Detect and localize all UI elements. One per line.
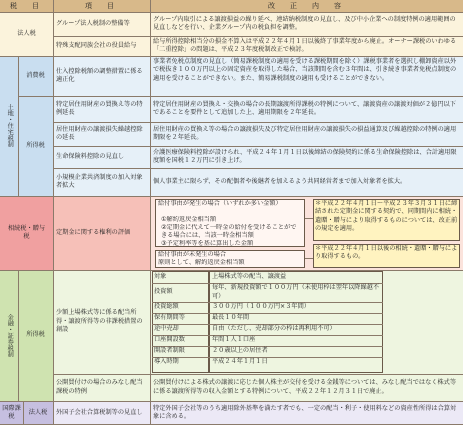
content-loss-carryforward: 居住用財産の買換え等の場合の譲渡損失及び特定居住用財産の譲渡損失の損益通算及び繰越控除の特例の適用期限を２年延長。 bbox=[150, 122, 463, 146]
nisa-value-4: 最長１０年間 bbox=[212, 314, 250, 322]
category-inheritance-gift: 相続税・贈与税 bbox=[0, 196, 53, 270]
category-corporate-tax: 法人税 bbox=[0, 12, 53, 56]
content-input-credit: 事業者免税点制度の見直し（簡易課税制度の適用を受ける課税期間を除く）課税事業者を選択し棚卸資産以外で税抜き１００万円以上の固定資産を取得した場合、当該期間を含む３年間は、引き続き事業者免税点制度の適用を受けることができない。また、簡易課税制度の適用も受けることができない。 bbox=[150, 56, 463, 96]
rule-col2 bbox=[150, 0, 151, 425]
item-nisa: 少額上場株式等に係る配当所得・譲渡所得等の非課税措置の創設 bbox=[53, 270, 150, 374]
note1-text: ＊平成２２年４月１日～平成２３年３月３１日に締結された定期金に関する契約で、同期間内に相続・遺贈・贈与により取得するものについては、改正前の規定を適用。 bbox=[315, 200, 458, 233]
subcategory-income-tax-land: 所得税 bbox=[18, 96, 53, 196]
item-life-insurance: 生命保険料控除の見直し bbox=[53, 146, 150, 168]
item-loss-carryforward: 居住用財産の譲渡損失繰越控除の延長 bbox=[53, 122, 150, 146]
rule-land-3 bbox=[53, 146, 463, 147]
header-col-tax: 税 目 bbox=[0, 0, 53, 12]
header-col-item: 項 目 bbox=[53, 0, 150, 12]
rule-land-4 bbox=[53, 168, 463, 169]
category-land-housing: 土地・住宅税制 bbox=[0, 56, 18, 196]
item-residential-exchange: 特定居住用財産の買換え等の特例延長 bbox=[53, 96, 150, 122]
content-family-company: 給与所得控除相当分の損金不算入は平成２２年４月１日以後終了事業年度から廃止。オーナー課税のいわゆる「二重控除」の問題は、平成２３年度税制改正で検討。 bbox=[150, 36, 463, 56]
rule-gift-end bbox=[0, 270, 463, 271]
item-input-credit: 仕入控除税額の調整措置に係る適正化 bbox=[53, 56, 150, 96]
content-small-enterprise: 個人事業主に限らず、その配偶者や後継者を加えるよう共同経営者まで加入対象者を拡大。 bbox=[150, 168, 463, 196]
nisa-key-3: 投資総額 bbox=[154, 303, 179, 311]
nisa-value-6: 年間１人１口座 bbox=[212, 336, 256, 344]
not-arising-title: 給付事由が未発生の場合 bbox=[158, 251, 227, 258]
note2-text: ＊平成２２年４月１日以後の相続・遺贈・贈与により取得するもの。 bbox=[315, 245, 458, 261]
item-small-enterprise: 小規模企業共済制度の加入対象者拡大 bbox=[53, 168, 150, 196]
nisa-value-7: ２０歳以上の居住者 bbox=[212, 347, 268, 355]
not-arising-text: 原則として、解約返戻金相当額 bbox=[158, 259, 245, 266]
item-tender-offer: 公開買付けの場合のみなし配当課税の特例 bbox=[53, 374, 150, 401]
item-cfc: 外国子会社合算税制等の見直し bbox=[53, 401, 150, 425]
rule-land-2 bbox=[53, 122, 463, 123]
arising-case-1: ①解約返戻金相当額 bbox=[161, 216, 217, 223]
nisa-key-8: 導入時期 bbox=[154, 358, 179, 366]
connector-line-2 bbox=[305, 258, 313, 259]
category-finance: 金融・証券税制 bbox=[0, 270, 18, 401]
nisa-key-1: 対象 bbox=[154, 273, 167, 281]
nisa-value-2: 毎年、新規投資額で１００万円（未使用枠は翌年以降繰越不可） bbox=[212, 284, 380, 300]
rule-intl-sub bbox=[23, 401, 24, 425]
item-family-company: 特殊支配同族会社の役員給与 bbox=[53, 36, 150, 56]
content-tender-offer: 公開買付けによる株式の譲渡に応じた個人株主が交付を受ける金銭等については、みなし配当ではなく株式等に係る譲渡所得等の収入金額とする特例について、平成２２年１２月３１日で廃止。 bbox=[150, 374, 463, 401]
item-periodic-rights: 定期金に関する権利の評価 bbox=[53, 196, 150, 270]
content-cfc: 特定外国子会社等のうち適用除外基準を満たす者でも、一定の配当・利子・使用料などの資産性所得は合算対象に含める。 bbox=[150, 401, 463, 425]
arising-case-3: ③予定利率等を基に算出した金額 bbox=[161, 240, 254, 247]
nisa-key-7: 開設者制限 bbox=[154, 347, 185, 355]
rule-finance-sub bbox=[18, 270, 19, 401]
rule-finance-1 bbox=[53, 374, 463, 375]
subcategory-corporate-intl: 法人税 bbox=[23, 401, 53, 425]
content-residential-exchange: 特定居住用財産の買換え・交換の場合の長期譲渡所得課税の特例について、譲渡資産の譲渡対価が２億円以下であることを要件として追加した上、適用期限を２年延長。 bbox=[150, 96, 463, 122]
nisa-key-4: 保有期間等 bbox=[154, 314, 185, 322]
header-col-content: 改 正 内 容 bbox=[150, 0, 463, 12]
nisa-key-2: 投資額 bbox=[154, 288, 173, 296]
rule-corp-end bbox=[0, 56, 463, 57]
subcategory-income-tax-finance: 所得税 bbox=[18, 270, 53, 401]
item-group-corporate: グループ法人税制の整備等 bbox=[53, 12, 150, 36]
connector-line-1 bbox=[305, 218, 313, 219]
content-life-insurance: 介護医療保険料控除が設けられ、平成２４年１月１日以後締結の保険契約に係る生命保険控除は、合計適用限度額を国税１２万円に引き上げ。 bbox=[150, 146, 463, 168]
nisa-value-3: ３００万円（１００万円×３年間） bbox=[212, 303, 310, 311]
nisa-key-6: 口座開設数 bbox=[154, 336, 185, 344]
nisa-value-5: 自由（ただし、売却部分の枠は再利用不可） bbox=[212, 325, 336, 333]
content-group-corporate: グループ内取引による譲渡損益の繰り延べ、連結納税制度の見直し、及び中小企業への制度特例の適用範囲の見直しなどを行い、企業グループ内の税負担を調整。 bbox=[150, 12, 463, 36]
rule-finance-end bbox=[0, 401, 463, 402]
rule-corp-1 bbox=[53, 36, 463, 37]
rule-land-1 bbox=[18, 96, 463, 97]
rule-header bbox=[0, 12, 463, 13]
arising-case-title: 給付事由が発生の場合（いずれか多い金額） bbox=[158, 200, 282, 207]
rule-col1 bbox=[53, 0, 54, 425]
rule-land-sub bbox=[18, 56, 19, 196]
category-international: 国際課税 bbox=[0, 401, 23, 425]
rule-land-end bbox=[0, 196, 463, 197]
nisa-value-8: 平成２４年１月１日 bbox=[212, 358, 268, 366]
nisa-key-5: 途中売却 bbox=[154, 325, 179, 333]
nisa-value-1: 上場株式等の配当、譲渡益 bbox=[212, 273, 287, 281]
arising-case-2: ②定期金に代えて一時金の給付を受けることができる場合には、当該一時金相当額 bbox=[161, 224, 297, 240]
subcategory-consumption-tax: 消費税 bbox=[18, 56, 53, 96]
